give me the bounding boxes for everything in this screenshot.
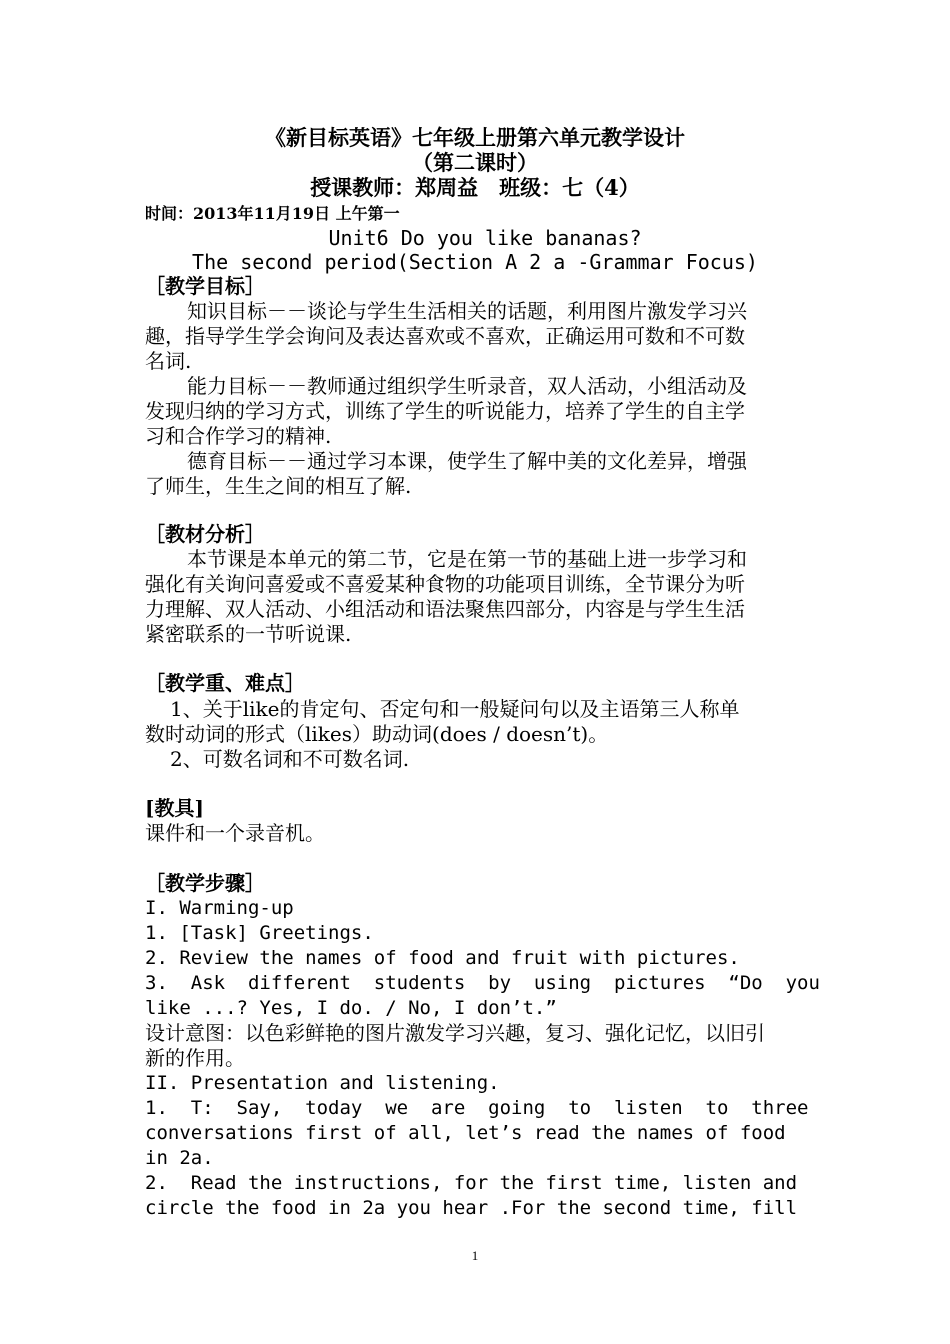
paragraph-line: 新的作用。 (145, 1046, 245, 1070)
unit-line: Unit6 Do you like bananas? (328, 226, 642, 250)
paragraph-line: 本节课是本单元的第二节，它是在第一节的基础上进一步学习和 (187, 547, 747, 571)
paragraph-line: 力理解、双人活动、小组活动和语法聚焦四部分，内容是与学生生活 (145, 597, 745, 621)
step-line: in 2a. (145, 1147, 214, 1169)
paragraph-line: 紧密联系的一节听说课. (145, 622, 352, 646)
paragraph-line: 强化有关询问喜爱或不喜爱某种食物的功能项目训练，全节课分为听 (145, 572, 745, 596)
paragraph-line: 1、关于like的肯定句、否定句和一般疑问句以及主语第三人称单 (170, 697, 740, 721)
step-line: 1. [Task] Greetings. (145, 922, 374, 944)
objectives-heading: ［教学目标］ (145, 274, 265, 298)
paragraph-line: 德育目标－－通过学习本课，使学生了解中美的文化差异，增强 (187, 449, 747, 473)
document-title: 《新目标英语》七年级上册第六单元教学设计 (265, 125, 685, 150)
step-line: 2. Review the names of food and fruit with pictures. (145, 947, 740, 969)
page-number: 1 (471, 1248, 479, 1263)
steps-heading: ［教学步骤］ (145, 871, 265, 895)
time-line: 时间：2013年11月19日 上午第一 (145, 204, 400, 223)
paragraph-line: 2、可数名词和不可数名词. (170, 747, 410, 771)
step-line: like ...? Yes, I do. / No, I don’t.” (145, 997, 557, 1019)
paragraph-line: 发现归纳的学习方式，训练了学生的听说能力，培养了学生的自主学 (145, 399, 745, 423)
paragraph-line: 了师生，生生之间的相互了解. (145, 474, 412, 498)
analysis-heading: ［教材分析］ (145, 522, 265, 546)
period-line: The second period(Section A 2 a -Grammar Focus) (192, 250, 758, 274)
document-subtitle: （第二课时） (412, 150, 538, 175)
paragraph-line: 知识目标－－谈论与学生生活相关的话题，利用图片激发学习兴 (187, 299, 747, 323)
paragraph-line: 名词. (145, 349, 192, 373)
paragraph-line: 趣，指导学生学会询问及表达喜欢或不喜欢，正确运用可数和不可数 (145, 324, 745, 348)
paragraph-line: 习和合作学习的精神. (145, 424, 332, 448)
tools-heading: [教具] (145, 796, 204, 820)
step-line: II. Presentation and listening. (145, 1072, 500, 1094)
paragraph-line: 数时动词的形式（likes）助动词(does / doesn’t)。 (145, 722, 609, 746)
step-line: 3. Ask different students by using pictures “Do you (145, 972, 820, 994)
step-line: circle the food in 2a you hear .For the second time, fill (145, 1197, 798, 1219)
key-points-heading: ［教学重、难点］ (145, 671, 305, 695)
paragraph-line: 能力目标－－教师通过组织学生听录音，双人活动，小组活动及 (187, 374, 747, 398)
teacher-line: 授课教师：郑周益 班级：七（4） (310, 175, 640, 200)
paragraph-line: 设计意图：以色彩鲜艳的图片激发学习兴趣，复习、强化记忆，以旧引 (145, 1021, 765, 1045)
step-line: conversations first of all, let’s read the names of food (145, 1122, 786, 1144)
step-line: I. Warming-up (145, 897, 294, 919)
step-line: 2. Read the instructions, for the first time, listen and (145, 1172, 798, 1194)
step-line: 1. T: Say, today we are going to listen to three (145, 1097, 809, 1119)
paragraph-line: 课件和一个录音机。 (145, 821, 325, 845)
